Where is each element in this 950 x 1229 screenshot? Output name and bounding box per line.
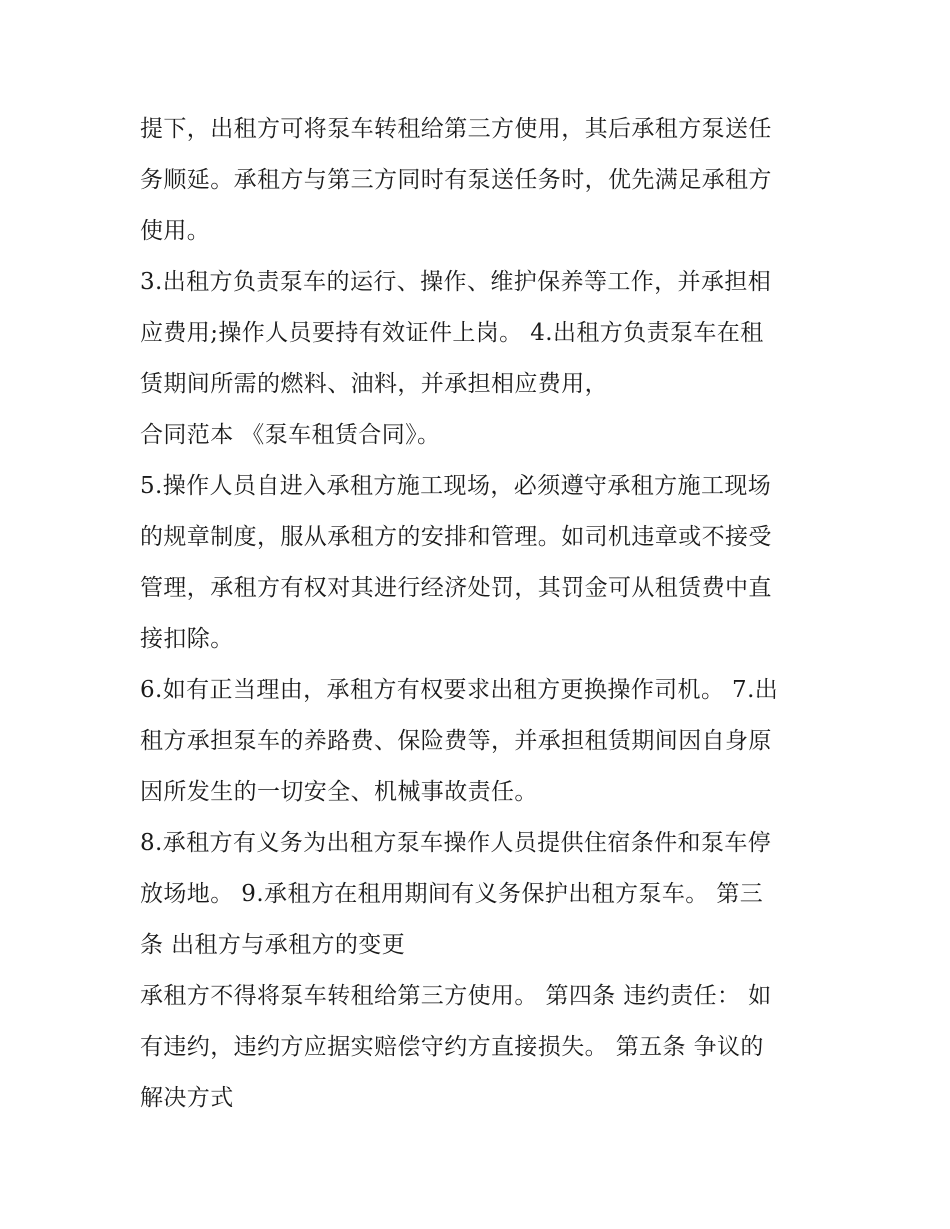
text-line-18: 承租方不得将泵车转租给第三方使用。 第四条 违约责任： 如 bbox=[140, 983, 772, 1009]
text-line-9: 的规章制度，服从承租方的安排和管理。如司机违章或不接受 bbox=[140, 524, 772, 550]
text-line-12: 6.如有正当理由，承租方有权要求出租方更换操作司机。 7.出 bbox=[140, 677, 779, 703]
text-line-19: 有违约，违约方应据实赔偿守约方直接损失。 第五条 争议的 bbox=[140, 1034, 764, 1060]
text-line-20: 解决方式 bbox=[140, 1085, 234, 1111]
text-line-2: 务顺延。承租方与第三方同时有泵送任务时，优先满足承租方 bbox=[140, 167, 772, 193]
text-line-14: 因所发生的一切安全、机械事故责任。 bbox=[140, 779, 538, 805]
text-line-3: 使用。 bbox=[140, 218, 211, 244]
text-line-8: 5.操作人员自进入承租方施工现场，必须遵守承租方施工现场 bbox=[140, 473, 772, 499]
text-line-7: 合同范本 《泵车租赁合同》。 bbox=[140, 422, 441, 448]
text-line-1: 提下，出租方可将泵车转租给第三方使用，其后承租方泵送任 bbox=[140, 116, 772, 142]
text-line-11: 接扣除。 bbox=[140, 626, 234, 652]
text-line-17: 条 出租方与承租方的变更 bbox=[140, 932, 406, 958]
document-body bbox=[140, 104, 820, 1124]
text-line-10: 管理，承租方有权对其进行经济处罚，其罚金可从租赁费中直 bbox=[140, 575, 772, 601]
text-line-16: 放场地。 9.承租方在租用期间有义务保护出租方泵车。 第三 bbox=[140, 881, 764, 907]
text-line-15: 8.承租方有义务为出租方泵车操作人员提供住宿条件和泵车停 bbox=[140, 830, 772, 856]
text-line-5: 应费用;操作人员要持有效证件上岗。 4.出租方负责泵车在租 bbox=[140, 320, 764, 346]
text-line-13: 租方承担泵车的养路费、保险费等，并承担租赁期间因自身原 bbox=[140, 728, 772, 754]
text-line-4: 3.出租方负责泵车的运行、操作、维护保养等工作，并承担相 bbox=[140, 269, 772, 295]
text-line-6: 赁期间所需的燃料、油料，并承担相应费用， bbox=[140, 371, 608, 397]
